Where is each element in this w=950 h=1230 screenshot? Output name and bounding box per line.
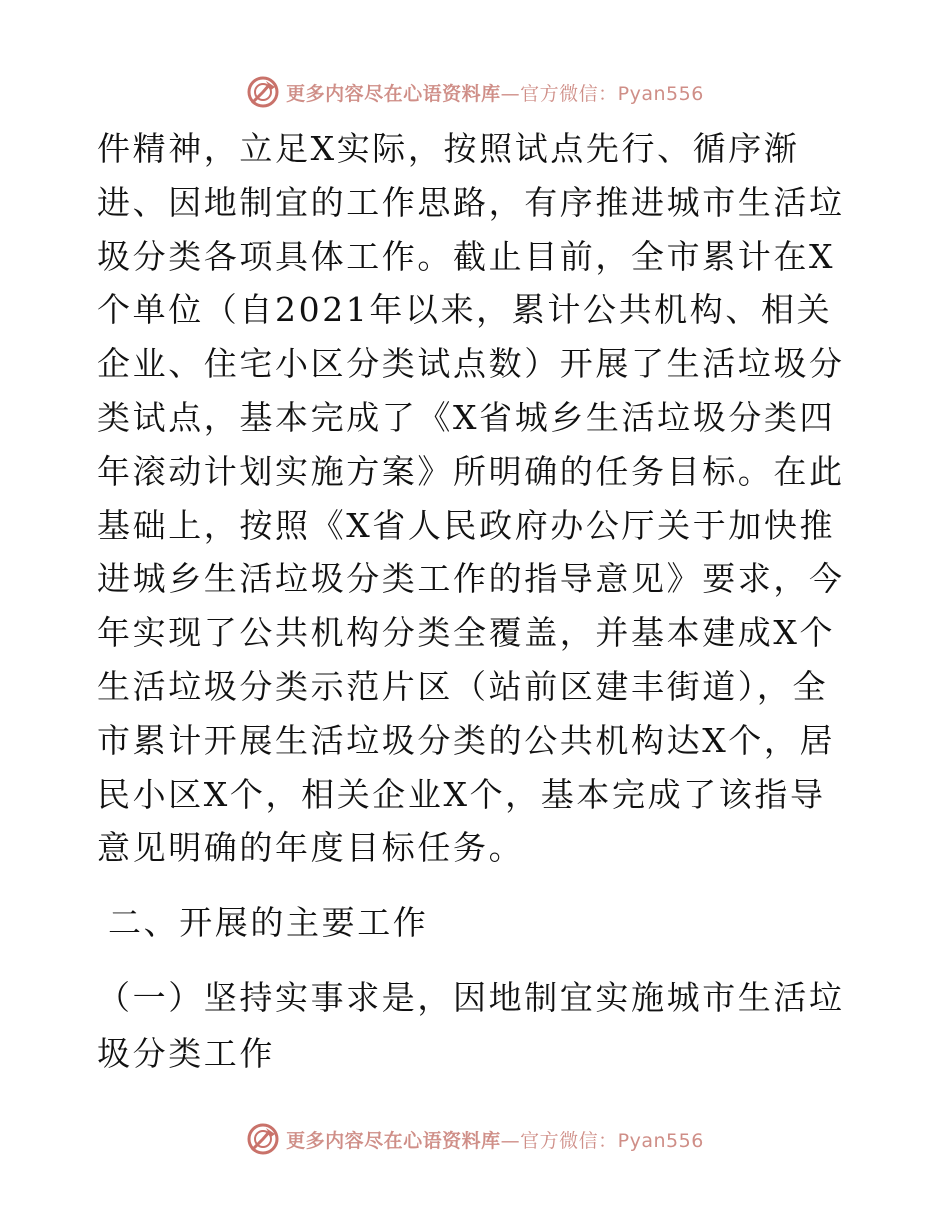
watermark-text-rest: —官方微信：Pyan556 (500, 82, 704, 105)
watermark-text-rest: —官方微信：Pyan556 (500, 1129, 704, 1152)
section-heading: 二、开展的主要工作 (108, 903, 429, 942)
seal-logo-icon (246, 1122, 280, 1156)
watermark-text (286, 79, 704, 106)
watermark-text-main: 更多内容尽在心语资料库 (286, 1129, 501, 1152)
document-body (97, 122, 857, 875)
body-paragraph: 件精神，立足X实际，按照试点先行、循序渐进、因地制宜的工作思路，有序推进城市生活垃圾分类各项具体工作。截止目前，全市累计在X个单位（自2021年以来，累计公共机构、相关企业、住宅小区分类试点数）开展了生活垃圾分类试点，基本完成了《X省城乡生活垃圾分类四年滚动计划实施方案》所明确的任务目标。在此基础上，按照《X省人民政府办公厅关于加快推进城乡生活垃圾分类工作的指导意见》要求，今年实现了公共机构分类全覆盖，并基本建成X个生活垃圾分类示范片区（站前区建丰街道），全市累计开展生活垃圾分类的公共机构达X个，居民小区X个，相关企业X个，基本完成了该指导意见明确的年度目标任务。 (97, 129, 845, 868)
watermark-text (286, 1126, 704, 1153)
header-watermark (0, 72, 950, 112)
subsection-heading: （一）坚持实事求是，因地制宜实施城市生活垃圾分类工作 (97, 978, 845, 1073)
footer-watermark (0, 1119, 950, 1159)
seal-logo-icon (246, 75, 280, 109)
watermark-text-main: 更多内容尽在心语资料库 (286, 82, 501, 105)
